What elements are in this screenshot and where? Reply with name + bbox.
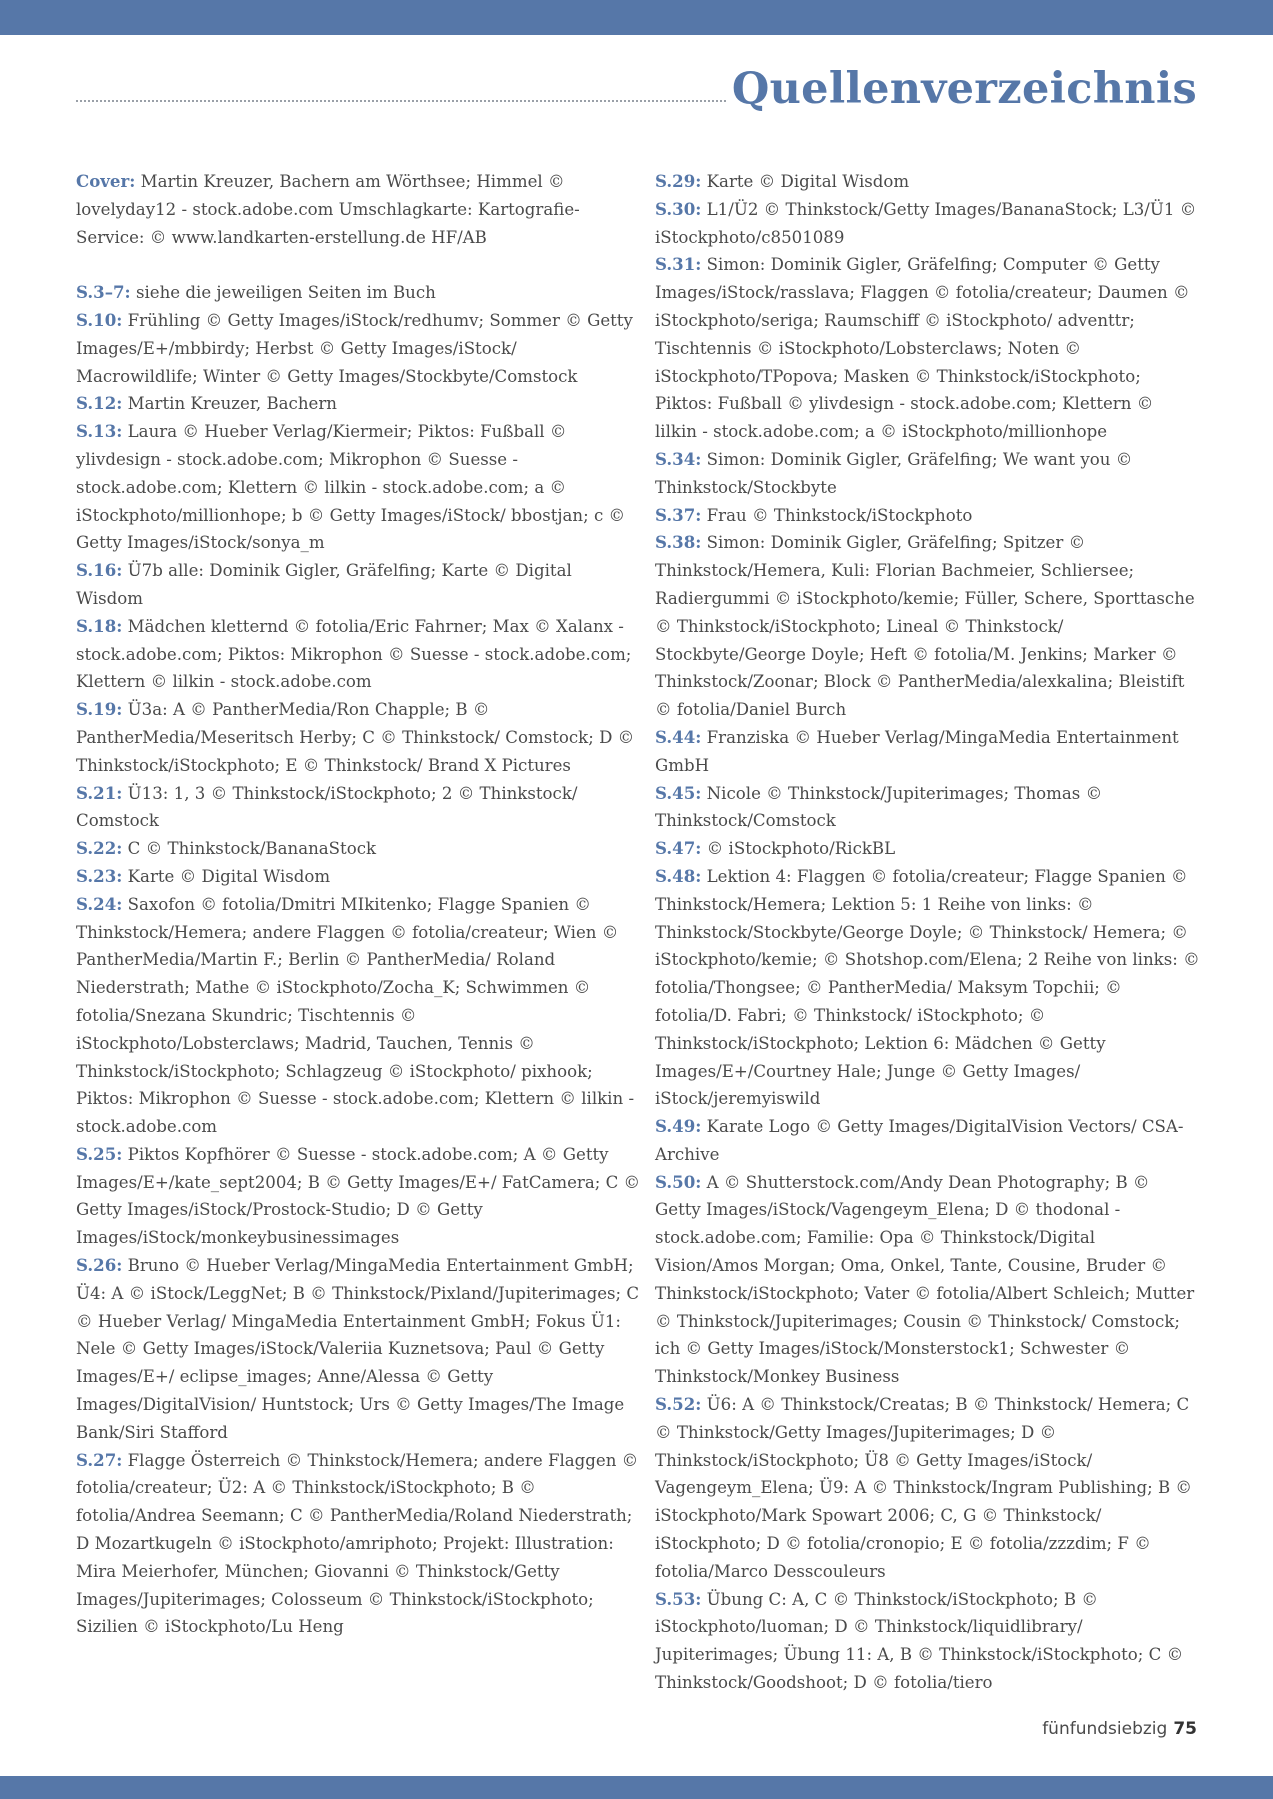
credit-text: A © Shutterstock.com/Andy Dean Photography; B © Getty Images/iStock/Vagengeym_Elena; D © thodonal - stock.adobe.com; Familie: Opa © Thinkstock/Digital Vision/Amos Morgan; Oma, Onkel, Tante, Cousine, Bruder © Thinkstock/iStockphoto; Vater © fotolia/Albert Schleich; Mutter © Thinkstock/Jupiterimages; Cousin © Thinkstock/ Comstock; ich © Getty Images/iStock/Monsterstock1; Schwester © Thinkstock/Monkey Business (655, 1172, 1195, 1387)
page-reference: S.13: (76, 421, 123, 442)
page-reference: S.10: (76, 309, 123, 330)
credit-entry (76, 891, 642, 1141)
credit-entry (655, 780, 1200, 836)
page-reference: S.53: (655, 1588, 702, 1609)
page-title: Quellenverzeichnis (731, 64, 1197, 114)
page-reference: S.30: (655, 198, 702, 219)
credit-entry (655, 724, 1200, 780)
credit-entry (655, 168, 1200, 196)
page-reference: S.38: (655, 532, 702, 553)
credit-entry (76, 780, 642, 836)
credit-entry (655, 1169, 1200, 1391)
credit-entry (76, 1447, 642, 1642)
title-dotted-leader (76, 100, 726, 102)
credits-column-left (76, 168, 642, 1641)
credit-entry (76, 418, 642, 557)
bottom-color-bar (0, 1776, 1273, 1799)
page-reference: Cover: (76, 171, 136, 191)
credit-entry (76, 557, 642, 613)
credit-text: Frau © Thinkstock/iStockphoto (701, 505, 973, 525)
credit-entry (76, 168, 642, 251)
credit-text: Karte © Digital Wisdom (701, 172, 910, 191)
credit-text: Frühling © Getty Images/iStock/redhumv; Sommer © Getty Images/E+/mbbirdy; Herbst © Getty Images/iStock/ Macrowildlife; Winter © Getty Images/Stockbyte/Comstock (76, 310, 633, 386)
credit-entry (76, 1141, 642, 1252)
page-reference: S.21: (76, 782, 123, 803)
page-reference: S.23: (76, 865, 123, 886)
credit-entry (655, 1586, 1200, 1697)
page-reference: S.50: (655, 1171, 702, 1192)
credit-text: C © Thinkstock/BananaStock (122, 839, 377, 859)
page-reference: S.3–7: (76, 282, 131, 303)
credit-text: Ü13: 1, 3 © Thinkstock/iStockphoto; 2 © Thinkstock/ Comstock (76, 783, 578, 831)
credit-entry (76, 613, 642, 696)
credit-text: Karte © Digital Wisdom (122, 866, 331, 886)
top-color-bar (0, 0, 1273, 35)
page-reference: S.27: (76, 1449, 123, 1470)
section-gap (76, 251, 642, 279)
credit-text: siehe die jeweiligen Seiten im Buch (130, 283, 436, 303)
credit-entry (655, 835, 1200, 863)
page-reference: S.47: (655, 838, 702, 859)
page-reference: S.31: (655, 254, 702, 275)
credit-text: Saxofon © fotolia/Dmitri MIkitenko; Flagge Spanien © Thinkstock/Hemera; andere Flaggen © fotolia/createur; Wien © PantherMedia/Martin F.; Berlin © PantherMedia/ Roland Niederstrath; Mathe © iStockphoto/Zocha_K; Schwimmen © fotolia/Snezana Skundric; Tischtennis © iStockphoto/Lobsterclaws; Madrid, Tauchen, Tennis © Thinkstock/iStockphoto; Schlagzeug © iStockphoto/ pixhook; Piktos: Mikrophon © Suesse - stock.adobe.com; Klettern © lilkin - stock.adobe.com (76, 894, 635, 1137)
credit-text: Ü3a: A © PantherMedia/Ron Chapple; B © PantherMedia/Meseritsch Herby; C © Thinkstock/ Comstock; D © Thinkstock/iStockphoto; E © Thinkstock/ Brand X Pictures (76, 700, 635, 775)
page-number-word: fünfundsiebzig (1042, 1719, 1168, 1739)
credit-text: © iStockphoto/RickBL (701, 839, 896, 859)
page-number: 75 (1173, 1719, 1197, 1739)
page-reference: S.37: (655, 504, 702, 525)
credit-entry (76, 1252, 642, 1447)
page-footer (1042, 1719, 1197, 1739)
credits-column-right (655, 168, 1200, 1697)
page-reference: S.22: (76, 838, 123, 859)
credit-entry (76, 835, 642, 863)
page-reference: S.25: (76, 1143, 123, 1164)
page-reference: S.52: (655, 1394, 702, 1415)
credit-text: Mädchen kletternd © fotolia/Eric Fahrner; Max © Xalanx - stock.adobe.com; Piktos: Mikrophon © Suesse - stock.adobe.com; Klettern © lilkin - stock.adobe.com (76, 616, 632, 692)
credit-entry (76, 390, 642, 418)
credit-text: Simon: Dominik Gigler, Gräfelfing; Computer © Getty Images/iStock/rasslava; Flaggen © fotolia/createur; Daumen © iStockphoto/seriga; Raumschiff © iStockphoto/ adventtr; Tischtennis © iStockphoto/Lobsterclaws; Noten © iStockphoto/TPopova; Masken © Thinkstock/iStockphoto; Piktos: Fußball © ylivdesign - stock.adobe.com; Klettern © lilkin - stock.adobe.com; a © iStockphoto/millionhope (655, 255, 1190, 442)
credit-entry (655, 251, 1200, 446)
page-reference: S.24: (76, 893, 123, 914)
page-reference: S.49: (655, 1116, 702, 1137)
page-reference: S.29: (655, 171, 702, 191)
credit-entry (655, 502, 1200, 530)
credit-entry (655, 863, 1200, 1113)
credit-text: Franziska © Hueber Verlag/MingaMedia Entertainment GmbH (655, 727, 1179, 775)
credit-entry (76, 696, 642, 779)
page-reference: S.34: (655, 448, 702, 469)
credit-text: Martin Kreuzer, Bachern am Wörthsee; Himmel © lovelyday12 - stock.adobe.com Umschlagkarte: Kartografie-Service: © www.landkarten-erstellung.de HF/AB (76, 172, 580, 247)
credit-text: Bruno © Hueber Verlag/MingaMedia Entertainment GmbH; Ü4: A © iStock/LeggNet; B © Thinkstock/Pixland/Jupiterimages; C © Hueber Verlag/ MingaMedia Entertainment GmbH; Fokus Ü1: Nele © Getty Images/iStock/Valeriia Kuznetsova; Paul © Getty Images/E+/ eclipse_images; Anne/Alessa © Getty Images/DigitalVision/ Huntstock; Urs © Getty Images/The Image Bank/Siri Stafford (76, 1256, 640, 1442)
credit-entry (76, 307, 642, 390)
credit-text: Martin Kreuzer, Bachern (122, 394, 337, 414)
credit-text: L1/Ü2 © Thinkstock/Getty Images/BananaStock; L3/Ü1 © iStockphoto/c8501089 (655, 199, 1197, 247)
credit-text: Piktos Kopfhörer © Suesse - stock.adobe.com; A © Getty Images/E+/kate_sept2004; B © Getty Images/E+/ FatCamera; C © Getty Images/iStock/Prostock-Studio; D © Getty Images/iStock/monkeybusinessimages (76, 1144, 641, 1248)
page-reference: S.18: (76, 615, 123, 636)
credit-text: Lektion 4: Flaggen © fotolia/createur; Flagge Spanien © Thinkstock/Hemera; Lektion 5: 1 Reihe von links: © Thinkstock/Stockbyte/George Doyle; © Thinkstock/ Hemera; © iStockphoto/kemie; © Shotshop.com/Elena; 2 Reihe von links: © fotolia/Thongsee; © PantherMedia/ Maksym Topchii; © fotolia/D. Fabri; © Thinkstock/ iStockphoto; © Thinkstock/iStockphoto; Lektion 6: Mädchen © Getty Images/E+/Courtney Hale; Junge © Getty Images/ iStock/jeremyiswild (655, 866, 1200, 1109)
credit-text: Simon: Dominik Gigler, Gräfelfing; We want you © Thinkstock/Stockbyte (655, 449, 1133, 497)
page-reference: S.26: (76, 1255, 123, 1276)
credit-entry (655, 196, 1200, 252)
page-reference: S.19: (76, 699, 123, 720)
page-reference: S.16: (76, 560, 123, 581)
credit-entry (655, 1391, 1200, 1586)
credit-text: Übung C: A, C © Thinkstock/iStockphoto; B © iStockphoto/luoman; D © Thinkstock/liquidlibrary/ Jupiterimages; Übung 11: A, B © Thinkstock/iStockphoto; C © Thinkstock/Goodshoot; D © fotolia/tiero (655, 1589, 1184, 1693)
credit-text: Laura © Hueber Verlag/Kiermeir; Piktos: Fußball © ylivdesign - stock.adobe.com; Mikrophon © Suesse - stock.adobe.com; Klettern © lilkin - stock.adobe.com; a © iStockphoto/millionhope; b © Getty Images/iStock/ bbostjan; c © Getty Images/iStock/sonya_m (76, 422, 626, 553)
credit-text: Ü7b alle: Dominik Gigler, Gräfelfing; Karte © Digital Wisdom (76, 561, 572, 608)
page-reference: S.44: (655, 726, 702, 747)
credit-text: Nicole © Thinkstock/Jupiterimages; Thomas © Thinkstock/Comstock (655, 783, 1103, 831)
page-reference: S.45: (655, 782, 702, 803)
credit-text: Ü6: A © Thinkstock/Creatas; B © Thinkstock/ Hemera; C © Thinkstock/Getty Images/Jupiterimages; D © Thinkstock/iStockphoto; Ü8 © Getty Images/iStock/ Vagengeym_Elena; Ü9: A © Thinkstock/Ingram Publishing; B © iStockphoto/Mark Spowart 2006; C, G © Thinkstock/ iStockphoto; D © fotolia/cronopio; E © fotolia/zzzdim; F © fotolia/Marco Desscouleurs (655, 1395, 1193, 1581)
page-reference: S.12: (76, 393, 123, 414)
credit-entry (76, 863, 642, 891)
page-reference: S.48: (655, 865, 702, 886)
credit-entry (655, 529, 1200, 724)
credit-text: Karate Logo © Getty Images/DigitalVision Vectors/ CSA-Archive (655, 1117, 1184, 1164)
credit-text: Flagge Österreich © Thinkstock/Hemera; andere Flaggen © fotolia/createur; Ü2: A © Thinkstock/iStockphoto; B © fotolia/Andrea Seemann; C © PantherMedia/Roland Niederstrath; D Mozartkugeln © iStockphoto/amriphoto; Projekt: Illustration: Mira Meierhofer, München; Giovanni © Thinkstock/Getty Images/Jupiterimages; Colosseum © Thinkstock/iStockphoto; Sizilien © iStockphoto/Lu Heng (76, 1450, 639, 1637)
credit-entry (655, 446, 1200, 502)
credit-entry (76, 279, 642, 307)
credit-entry (655, 1113, 1200, 1169)
credit-text: Simon: Dominik Gigler, Gräfelfing; Spitzer © Thinkstock/Hemera, Kuli: Florian Bachmeier, Schliersee; Radiergummi © iStockphoto/kemie; Füller, Schere, Sporttasche © Thinkstock/iStockphoto; Lineal © Thinkstock/ Stockbyte/George Doyle; Heft © fotolia/M. Jenkins; Marker © Thinkstock/Zoonar; Block © PantherMedia/alexkalina; Bleistift © fotolia/Daniel Burch (655, 533, 1195, 720)
